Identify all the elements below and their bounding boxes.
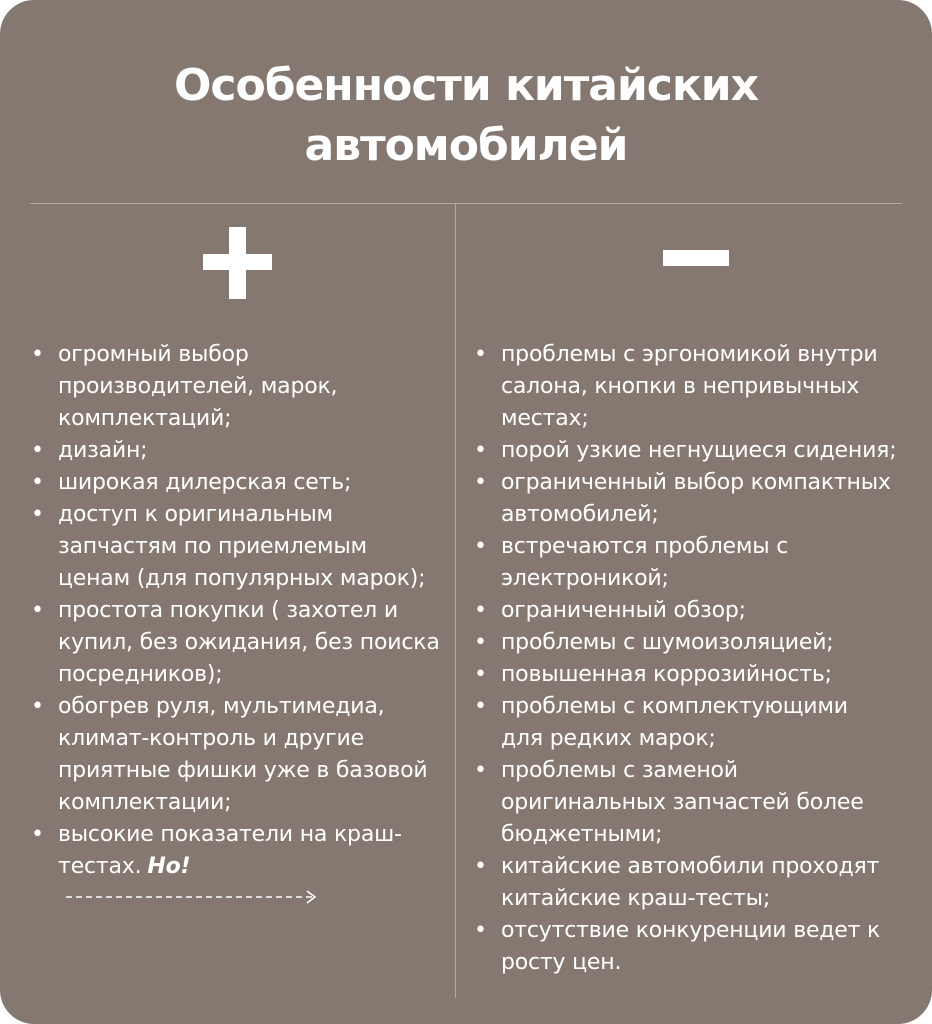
pros-item-line xyxy=(58,659,450,691)
cons-item-line xyxy=(501,819,911,851)
cons-item-text: повышенная коррозийность; xyxy=(501,662,832,687)
cons-item-line xyxy=(501,883,911,915)
pros-item-text: простота покупки ( захотел и xyxy=(58,598,398,623)
pros-item-text: доступ к оригинальным xyxy=(58,502,333,527)
cons-item-line xyxy=(501,467,911,499)
pros-item-line xyxy=(58,435,450,467)
pros-item-text: производителей, марок, xyxy=(58,374,338,399)
cons-item xyxy=(474,755,911,851)
cons-item-text: салона, кнопки в непривычных xyxy=(501,374,860,399)
pros-item-text: посредников); xyxy=(58,662,223,687)
bullet-icon: • xyxy=(474,758,487,783)
pros-item-text: дизайн; xyxy=(58,438,148,463)
cons-item-line xyxy=(501,371,911,403)
bullet-icon: • xyxy=(474,854,487,879)
cons-item-line xyxy=(501,563,911,595)
cons-item-text: оригинальных запчастей более xyxy=(501,790,864,815)
pros-item xyxy=(31,691,450,819)
bullet-icon: • xyxy=(474,598,487,623)
pros-item-text: широкая дилерская сеть; xyxy=(58,470,352,495)
pros-item-text: ценам (для популярных марок); xyxy=(58,566,426,591)
bullet-icon: • xyxy=(31,694,44,719)
pros-item xyxy=(31,435,450,467)
pros-item-line xyxy=(58,691,450,723)
pros-item-line xyxy=(58,403,450,435)
cons-item xyxy=(474,627,911,659)
pros-item xyxy=(31,339,450,435)
cons-item-text: проблемы с заменой xyxy=(501,758,738,783)
cons-item xyxy=(474,595,911,627)
pros-item-line xyxy=(58,563,450,595)
pros-item-line xyxy=(58,371,450,403)
cons-item xyxy=(474,915,911,979)
vertical-divider xyxy=(455,203,456,998)
pros-item-text: климат-контроль и другие xyxy=(58,726,364,751)
bullet-icon: • xyxy=(474,694,487,719)
pros-item-line xyxy=(58,755,450,787)
cons-item-text: росту цен. xyxy=(501,950,622,975)
cons-item-text: бюджетными; xyxy=(501,822,663,847)
bullet-icon: • xyxy=(31,502,44,527)
cons-item-text: проблемы с комплектующими xyxy=(501,694,848,719)
bullet-icon: • xyxy=(474,918,487,943)
cons-item-line xyxy=(501,595,911,627)
cons-item-text: китайские краш-тесты; xyxy=(501,886,771,911)
dashed-arrow-right-icon xyxy=(64,889,322,905)
cons-item-text: китайские автомобили проходят xyxy=(501,854,880,879)
cons-item xyxy=(474,467,911,531)
pros-item-text: комплектации; xyxy=(58,790,232,815)
cons-item-line xyxy=(501,627,911,659)
pros-item-text: обогрев руля, мультимедиа, xyxy=(58,694,385,719)
cons-item-text: для редких марок; xyxy=(501,726,716,751)
pros-item-line xyxy=(58,787,450,819)
cons-item-text: проблемы с эргономикой внутри xyxy=(501,342,878,367)
cons-item-line xyxy=(501,851,911,883)
pros-item-line xyxy=(58,595,450,627)
cons-item-line xyxy=(501,947,911,979)
title-line-1: Особенности китайских xyxy=(174,60,758,111)
bullet-icon: • xyxy=(31,438,44,463)
title-line-2: автомобилей xyxy=(304,120,628,171)
cons-item-text: электроникой; xyxy=(501,566,669,591)
cons-item-line xyxy=(501,691,911,723)
pros-item-line xyxy=(58,531,450,563)
cons-item-text: проблемы с шумоизоляцией; xyxy=(501,630,834,655)
pros-item-text: огромный выбор xyxy=(58,342,249,367)
pros-item-line xyxy=(58,723,450,755)
cons-item-line xyxy=(501,531,911,563)
cons-item-line xyxy=(501,755,911,787)
bullet-icon: • xyxy=(474,342,487,367)
cons-item-line xyxy=(501,723,911,755)
cons-item xyxy=(474,851,911,915)
page-title xyxy=(0,56,932,176)
cons-item-text: автомобилей; xyxy=(501,502,659,527)
cons-item xyxy=(474,339,911,435)
minus-icon xyxy=(663,250,729,266)
bullet-icon: • xyxy=(31,598,44,623)
pros-item-line xyxy=(58,339,450,371)
pros-item-text: комплектаций; xyxy=(58,406,232,431)
pros-list xyxy=(31,339,450,915)
bullet-icon: • xyxy=(474,534,487,559)
cons-item-line xyxy=(501,403,911,435)
pros-item-line xyxy=(58,499,450,531)
pros-item-text: запчастям по приемлемым xyxy=(58,534,367,559)
bullet-icon: • xyxy=(31,342,44,367)
cons-item-line xyxy=(501,499,911,531)
cons-item xyxy=(474,531,911,595)
pros-item xyxy=(31,499,450,595)
bullet-icon: • xyxy=(474,438,487,463)
pros-item-line xyxy=(58,467,450,499)
pros-item xyxy=(31,595,450,691)
cons-item-line xyxy=(501,339,911,371)
cons-item-line xyxy=(501,659,911,691)
cons-item-text: местах; xyxy=(501,406,589,431)
pros-item-line xyxy=(58,851,450,915)
horizontal-divider xyxy=(30,203,902,204)
pros-item-line xyxy=(58,627,450,659)
cons-item-text: ограниченный обзор; xyxy=(501,598,746,623)
cons-item-line xyxy=(501,435,911,467)
plus-icon xyxy=(203,227,272,299)
cons-item xyxy=(474,691,911,755)
bullet-icon: • xyxy=(474,630,487,655)
cons-item-text: порой узкие негнущиеся сидения; xyxy=(501,438,897,463)
cons-list xyxy=(474,339,911,979)
pros-item-text: купил, без ожидания, без поиска xyxy=(58,630,440,655)
cons-item-text: ограниченный выбор компактных xyxy=(501,470,891,495)
pros-item xyxy=(31,819,450,915)
pros-item-text: высокие показатели на краш- xyxy=(58,822,402,847)
bullet-icon: • xyxy=(474,470,487,495)
pros-item-text: приятные фишки уже в базовой xyxy=(58,758,428,783)
pros-item xyxy=(31,467,450,499)
bullet-icon: • xyxy=(31,822,44,847)
pros-item-line xyxy=(58,819,450,851)
cons-item-line xyxy=(501,915,911,947)
cons-item-text: отсутствие конкуренции ведет к xyxy=(501,918,881,943)
pros-item-text: тестах. xyxy=(58,854,142,879)
cons-item-line xyxy=(501,787,911,819)
cons-item-text: встречаются проблемы с xyxy=(501,534,789,559)
bullet-icon: • xyxy=(474,662,487,687)
cons-item xyxy=(474,435,911,467)
cons-item xyxy=(474,659,911,691)
but-label: Но! xyxy=(147,854,191,879)
bullet-icon: • xyxy=(31,470,44,495)
